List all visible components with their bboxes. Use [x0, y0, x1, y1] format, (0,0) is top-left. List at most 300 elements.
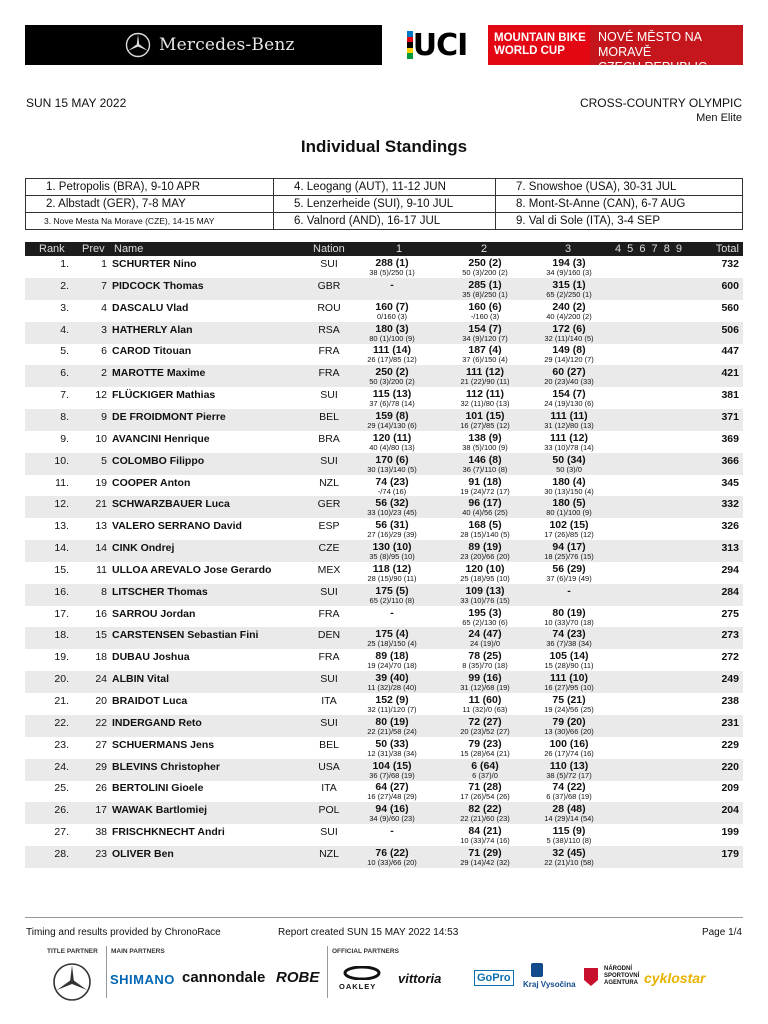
mercedes-star-icon [52, 962, 92, 1002]
round-cell: 7. Snowshoe (USA), 30-31 JUL [496, 179, 743, 196]
rounds-row [26, 213, 743, 230]
total-points: 381 [721, 389, 739, 402]
round-2-detail: -/160 (3) [470, 311, 500, 321]
standings-row [25, 278, 743, 300]
round-2-detail: 65 (2)/130 (6) [462, 617, 508, 627]
standings-row [25, 453, 743, 475]
total-points: 204 [721, 804, 739, 817]
nation-cell: SUI [320, 585, 338, 598]
standings-row [25, 409, 743, 431]
round-1-detail: 12 (31)/38 (34) [367, 748, 417, 758]
round-3-detail: 26 (17)/74 (16) [544, 748, 594, 758]
round-1-detail: 34 (9)/60 (23) [369, 814, 415, 824]
prev-rank-cell: 11 [96, 563, 107, 576]
total-points: 275 [721, 607, 739, 620]
round-2-detail: 8 (35)/70 (18) [462, 661, 508, 671]
nation-cell: NZL [319, 847, 339, 860]
main-partners-label: MAIN PARTNERS [111, 948, 165, 955]
kraj-emblem-icon [530, 962, 544, 978]
round-2-points: 84 (21) [468, 825, 502, 838]
round-3-points: 172 (6) [552, 322, 586, 335]
round-1-points: 56 (32) [375, 497, 409, 510]
nation-cell: BEL [319, 738, 339, 751]
rank-cell: 11. [55, 476, 69, 489]
round-2-points: 109 (13) [465, 584, 505, 597]
round-3-detail: 37 (6)/19 (49) [546, 573, 592, 583]
round-2-points: 187 (4) [468, 344, 502, 357]
uci-world-cup-logo [382, 25, 743, 74]
round-2-points: 96 (17) [468, 497, 502, 510]
round-cell: 4. Leogang (AUT), 11-12 JUN [274, 179, 496, 196]
cyklostar-logo: cyklostar [644, 970, 706, 986]
rider-name: OLIVER Ben [112, 847, 174, 860]
rank-cell: 17. [54, 607, 69, 620]
round-1-points: 180 (3) [375, 322, 409, 335]
round-1-points: 120 (11) [372, 431, 412, 444]
round-2-detail: 37 (6)/150 (4) [462, 355, 508, 365]
round-1-points: - [390, 606, 394, 619]
rank-cell: 24. [54, 760, 69, 773]
prev-rank-cell: 23 [95, 847, 107, 860]
nation-cell: GER [317, 498, 341, 511]
col-rounds-4-9: 4 5 6 7 8 9 [615, 243, 682, 255]
round-2-detail: 35 (8)/250 (1) [462, 289, 508, 299]
total-points: 421 [721, 367, 739, 380]
gopro-logo: GoPro [474, 970, 514, 986]
nation-cell: BRA [318, 432, 340, 445]
rank-cell: 18. [54, 629, 69, 642]
round-1-points: 175 (5) [375, 584, 409, 597]
round-1-detail: 32 (11)/120 (7) [367, 705, 417, 714]
round-2-points: 146 (8) [468, 453, 502, 466]
standings-row [25, 737, 743, 759]
round-1-detail: 40 (4)/80 (13) [369, 442, 415, 452]
col-round-3: 3 [565, 243, 572, 255]
rider-name: BERTOLINI Gioele [112, 782, 204, 795]
robe-logo: ROBE [276, 969, 320, 986]
rank-cell: 6. [60, 367, 69, 380]
round-3-points: 102 (15) [549, 519, 589, 532]
standings-row [25, 693, 743, 715]
prev-rank-cell: 2 [101, 367, 107, 380]
round-3-detail: 50 (3)/0 [556, 464, 582, 474]
standings-row [25, 256, 743, 278]
rider-name: SARROU Jordan [112, 607, 196, 620]
prev-rank-cell: 4 [101, 301, 107, 314]
prev-rank-cell: 7 [101, 279, 107, 292]
round-2-points: 120 (10) [465, 562, 505, 575]
rank-cell: 13. [54, 520, 69, 533]
header-banner [25, 25, 743, 74]
standings-row [25, 300, 743, 322]
rider-name: WAWAK Bartlomiej [112, 804, 208, 817]
round-1-points: - [390, 825, 394, 838]
nsa-lion-icon [582, 966, 600, 988]
prev-rank-cell: 10 [95, 432, 107, 445]
round-2-points: 24 (47) [468, 628, 502, 641]
standings-row [25, 475, 743, 497]
round-1-points: 104 (15) [372, 759, 412, 772]
standings-row [25, 715, 743, 737]
round-3-points: 194 (3) [552, 257, 586, 269]
total-points: 732 [721, 258, 739, 270]
round-3-detail: 16 (27)/95 (10) [544, 683, 594, 693]
rank-cell: 23. [54, 738, 69, 751]
prev-rank-cell: 19 [95, 476, 107, 489]
total-points: 600 [721, 279, 739, 292]
round-3-detail: 65 (2)/250 (1) [546, 289, 592, 299]
prev-rank-cell: 3 [101, 323, 107, 336]
rider-name: PIDCOCK Thomas [112, 279, 204, 292]
total-points: 273 [721, 629, 739, 642]
round-2-points: 250 (2) [468, 257, 502, 269]
round-1-detail: 35 (8)/95 (10) [369, 552, 415, 562]
nation-cell: ITA [321, 695, 337, 707]
round-3-points: 74 (23) [552, 628, 586, 641]
venue-name: NOVÉ MĚSTO NA MORAVĚ CZECH REPUBLIC [590, 25, 743, 65]
partner-separator [106, 946, 107, 998]
prev-rank-cell: 1 [101, 258, 107, 270]
round-1-detail: 11 (32)/28 (40) [367, 683, 417, 693]
round-1-points: 80 (19) [375, 715, 409, 728]
round-2-detail: 50 (3)/200 (2) [462, 268, 508, 277]
round-1-points: 94 (16) [375, 803, 409, 816]
mercedes-star-icon [125, 32, 151, 58]
rider-name: FLÜCKIGER Mathias [112, 389, 216, 402]
total-points: 209 [721, 782, 739, 795]
rank-cell: 2. [60, 279, 69, 292]
oakley-ellipse-icon [342, 966, 382, 980]
round-2-points: 11 (60) [468, 694, 502, 706]
round-3-points: 75 (21) [552, 694, 586, 706]
round-1-detail: 27 (16)/29 (39) [367, 530, 417, 540]
nation-cell: RSA [318, 323, 340, 336]
round-2-detail: 11 (32)/0 (63) [462, 705, 508, 714]
page-title: Individual Standings [300, 137, 468, 156]
round-cell: 9. Val di Sole (ITA), 3-4 SEP [496, 213, 743, 230]
event-category: Men Elite [696, 112, 742, 124]
rank-cell: 16. [54, 585, 69, 598]
nation-cell: FRA [318, 651, 340, 664]
rank-cell: 4. [60, 323, 69, 336]
rank-cell: 8. [60, 410, 69, 423]
title-partner-label: TITLE PARTNER [47, 948, 98, 955]
round-2-detail: 24 (19)/0 [469, 639, 501, 649]
prev-rank-cell: 21 [95, 498, 107, 511]
round-3-detail: 29 (14)/120 (7) [544, 355, 594, 365]
total-points: 231 [721, 716, 739, 729]
round-2-detail: 32 (11)/80 (13) [460, 399, 510, 409]
round-3-points: 105 (14) [549, 650, 589, 663]
round-3-points: 32 (45) [552, 846, 586, 859]
rider-name: SCHURTER Nino [112, 258, 197, 270]
rank-cell: 28. [54, 847, 69, 860]
round-2-points: 138 (9) [468, 431, 502, 444]
page-number: Page 1/4 [701, 927, 742, 938]
total-points: 447 [721, 345, 739, 358]
round-1-detail: 26 (17)/85 (12) [367, 355, 417, 365]
rider-name: CARSTENSEN Sebastian Fini [112, 629, 259, 642]
rider-name: AVANCINI Henrique [112, 432, 210, 445]
shimano-logo: SHIMANO [110, 972, 175, 987]
event-date: SUN 15 MAY 2022 [26, 96, 127, 110]
round-2-points: 154 (7) [468, 322, 502, 335]
round-3-detail: 14 (29)/14 (54) [544, 814, 594, 824]
prev-rank-cell: 27 [95, 738, 107, 751]
round-2-points: 112 (11) [466, 388, 504, 401]
round-3-detail: 20 (23)/40 (33) [544, 377, 594, 387]
nation-cell: MEX [317, 563, 341, 576]
round-2-detail: 6 (37)/0 [472, 770, 498, 780]
rounds-row [26, 196, 743, 213]
col-round-2: 2 [481, 243, 488, 255]
total-points: 199 [721, 826, 739, 839]
round-1-detail: 25 (18)/150 (4) [367, 639, 417, 649]
rank-cell: 1. [60, 258, 69, 270]
total-points: 560 [721, 301, 739, 314]
nation-cell: POL [318, 804, 340, 817]
round-2-detail: 22 (21)/60 (23) [460, 814, 510, 824]
partner-separator [327, 946, 328, 998]
rider-name: DE FROIDMONT Pierre [112, 410, 226, 423]
round-3-points: 240 (2) [552, 300, 586, 313]
standings-row [25, 518, 743, 540]
rank-cell: 25. [54, 782, 69, 795]
round-3-detail: 38 (5)/72 (17) [546, 770, 592, 780]
total-points: 371 [721, 410, 739, 423]
col-rank: Rank [39, 243, 65, 255]
round-2-points: 168 (5) [468, 519, 502, 532]
round-3-detail: 31 (12)/80 (13) [544, 420, 594, 430]
rider-name: SCHWARZBAUER Luca [112, 498, 230, 511]
prev-rank-cell: 12 [95, 389, 107, 402]
total-points: 326 [721, 520, 739, 533]
round-cell: 8. Mont-St-Anne (CAN), 6-7 AUG [496, 196, 743, 213]
round-2-detail: 28 (15)/140 (5) [460, 530, 510, 540]
round-1-points: 250 (2) [375, 366, 409, 379]
prev-rank-cell: 13 [95, 520, 107, 533]
total-points: 332 [721, 498, 739, 511]
round-2-points: 78 (25) [468, 650, 502, 663]
cannondale-logo: cannondale [182, 969, 266, 986]
rank-cell: 26. [54, 804, 69, 817]
rider-name: INDERGAND Reto [112, 716, 202, 729]
round-3-points: 50 (34) [552, 453, 586, 466]
round-1-points: 170 (6) [375, 453, 409, 466]
prev-rank-cell: 26 [95, 782, 107, 795]
timing-credit: Timing and results provided by ChronoRace [26, 927, 221, 938]
round-3-detail: 19 (24)/56 (25) [544, 705, 594, 714]
rank-cell: 9. [60, 432, 69, 445]
total-points: 249 [721, 673, 739, 686]
nation-cell: USA [318, 760, 340, 773]
round-3-points: 28 (48) [552, 803, 586, 816]
round-2-points: 6 (64) [471, 759, 499, 772]
nsa-logo: NÁRODNÍ SPORTOVNÍ AGENTURA [604, 966, 640, 986]
round-1-points: 76 (22) [375, 846, 409, 859]
total-points: 313 [721, 542, 739, 555]
rounds-table [25, 178, 743, 230]
total-points: 272 [721, 651, 739, 664]
col-prev: Prev [82, 243, 105, 255]
round-2-points: 195 (3) [468, 606, 502, 619]
standings-row [25, 562, 743, 584]
standings-row [25, 671, 743, 693]
round-1-detail: 36 (7)/68 (19) [369, 770, 415, 780]
prev-rank-cell: 8 [101, 585, 107, 598]
standings-row [25, 322, 743, 344]
total-points: 345 [721, 476, 739, 489]
nation-cell: SUI [320, 389, 338, 402]
standings-header [25, 242, 743, 256]
prev-rank-cell: 16 [95, 607, 107, 620]
rider-name: SCHUERMANS Jens [112, 738, 215, 751]
round-3-detail: 34 (9)/160 (3) [546, 268, 592, 277]
round-1-points: 111 (14) [373, 344, 411, 357]
standings-row [25, 759, 743, 781]
round-3-detail: 80 (1)/100 (9) [546, 508, 592, 518]
rider-name: VALERO SERRANO David [112, 520, 242, 533]
round-2-detail: 33 (10)/76 (15) [460, 595, 510, 605]
round-3-detail: 22 (21)/10 (58) [544, 857, 594, 867]
round-3-points: 100 (16) [549, 737, 589, 750]
prev-rank-cell: 22 [95, 716, 107, 729]
round-3-points: 154 (7) [552, 388, 586, 401]
official-partners-label: OFFICIAL PARTNERS [332, 948, 399, 955]
total-points: 506 [721, 323, 739, 336]
round-2-points: 89 (19) [468, 541, 502, 554]
round-1-detail: -/74 (16) [377, 486, 407, 496]
nation-cell: CZE [318, 542, 340, 555]
round-2-points: 285 (1) [468, 278, 502, 291]
rider-name: DASCALU Vlad [112, 301, 189, 314]
nation-cell: ITA [321, 782, 337, 795]
standings-row [25, 649, 743, 671]
nation-cell: NZL [319, 476, 339, 489]
nation-cell: BEL [319, 410, 339, 423]
rounds-row [26, 179, 743, 196]
round-3-points: 115 (9) [552, 825, 586, 838]
round-1-points: 130 (10) [372, 541, 412, 554]
prev-rank-cell: 9 [101, 410, 107, 423]
round-2-detail: 20 (23)/52 (27) [460, 726, 510, 736]
round-1-points: 64 (27) [375, 781, 409, 794]
round-3-points: 80 (19) [552, 606, 586, 619]
col-round-1: 1 [396, 243, 403, 255]
series-name: MOUNTAIN BIKE WORLD CUP [488, 25, 590, 65]
vittoria-logo: vittoria [398, 971, 442, 986]
round-3-points: 110 (13) [549, 759, 589, 772]
round-3-points: 111 (11) [550, 409, 588, 422]
total-points: 179 [721, 847, 739, 860]
col-nation: Nation [313, 243, 345, 255]
round-3-detail: 15 (28)/90 (11) [544, 661, 594, 671]
rank-cell: 19. [54, 651, 69, 664]
round-3-points: 111 (10) [550, 672, 588, 685]
prev-rank-cell: 14 [95, 542, 107, 555]
round-3-points: 111 (12) [550, 431, 588, 444]
nation-cell: SUI [320, 716, 338, 729]
rank-cell: 5. [60, 345, 69, 358]
rainbow-stripes-icon [407, 31, 413, 59]
nation-cell: SUI [320, 258, 338, 270]
round-2-detail: 29 (14)/42 (32) [460, 857, 510, 867]
rider-name: ULLOA AREVALO Jose Gerardo [112, 563, 272, 576]
round-1-points: 175 (4) [375, 628, 409, 641]
uci-text: UCI [412, 27, 468, 63]
nation-cell: SUI [320, 454, 338, 467]
prev-rank-cell: 20 [95, 695, 107, 707]
prev-rank-cell: 38 [95, 826, 107, 839]
standings-row [25, 496, 743, 518]
round-1-points: 118 (12) [372, 562, 412, 575]
round-1-points: 160 (7) [375, 300, 409, 313]
round-3-points: 315 (1) [552, 278, 586, 291]
round-3-detail: 24 (19)/130 (6) [544, 399, 594, 409]
uci-logo [382, 25, 488, 65]
round-3-points: 180 (5) [552, 497, 586, 510]
round-2-points: 79 (23) [468, 737, 502, 750]
round-2-points: 72 (27) [468, 715, 502, 728]
total-points: 229 [721, 738, 739, 751]
prev-rank-cell: 15 [95, 629, 107, 642]
round-2-points: 111 (12) [466, 366, 504, 379]
nation-cell: ROU [317, 301, 341, 314]
round-3-points: 94 (17) [552, 541, 586, 554]
total-points: 284 [721, 585, 739, 598]
round-2-detail: 21 (22)/90 (11) [460, 377, 510, 387]
total-points: 238 [721, 695, 739, 707]
round-3-detail: 30 (13)/150 (4) [544, 486, 594, 496]
rank-cell: 12. [54, 498, 69, 511]
nation-cell: FRA [318, 345, 340, 358]
round-3-detail: 10 (33)/70 (18) [544, 617, 594, 627]
report-timestamp: Report created SUN 15 MAY 2022 14:53 [278, 927, 459, 938]
round-3-points: - [567, 584, 571, 597]
round-3-detail: 18 (25)/76 (15) [544, 552, 594, 562]
rider-name: MAROTTE Maxime [112, 367, 206, 380]
kraj-vysocina-logo: Kraj Vysočina [523, 980, 576, 989]
round-1-detail: 30 (13)/140 (5) [367, 464, 417, 474]
round-3-detail: 33 (10)/78 (14) [544, 442, 594, 452]
round-2-detail: 19 (24)/72 (17) [460, 486, 510, 496]
rider-name: FRISCHKNECHT Andri [112, 826, 225, 839]
round-3-detail: 32 (11)/140 (5) [544, 333, 594, 343]
round-cell: 2. Albstadt (GER), 7-8 MAY [26, 196, 274, 213]
round-2-detail: 34 (9)/120 (7) [462, 333, 508, 343]
round-1-points: 288 (1) [375, 257, 409, 269]
round-2-points: 99 (16) [468, 672, 502, 685]
round-2-points: 82 (22) [468, 803, 502, 816]
total-points: 220 [721, 760, 739, 773]
round-1-detail: 16 (27)/48 (29) [367, 792, 417, 802]
round-1-points: 50 (33) [375, 737, 409, 750]
round-2-points: 101 (15) [465, 409, 505, 422]
prev-rank-cell: 29 [95, 760, 107, 773]
rank-cell: 10. [54, 454, 69, 467]
standings-row [25, 584, 743, 606]
round-1-detail: 80 (1)/100 (9) [369, 333, 415, 343]
rank-cell: 14. [54, 542, 69, 555]
round-1-points: 89 (18) [375, 650, 409, 663]
total-points: 369 [721, 432, 739, 445]
round-3-detail: 36 (7)/38 (34) [546, 639, 592, 649]
standings-row [25, 387, 743, 409]
round-3-points: 74 (22) [552, 781, 586, 794]
standings-row [25, 431, 743, 453]
rider-name: BRAIDOT Luca [112, 695, 188, 707]
standings-row [25, 343, 743, 365]
